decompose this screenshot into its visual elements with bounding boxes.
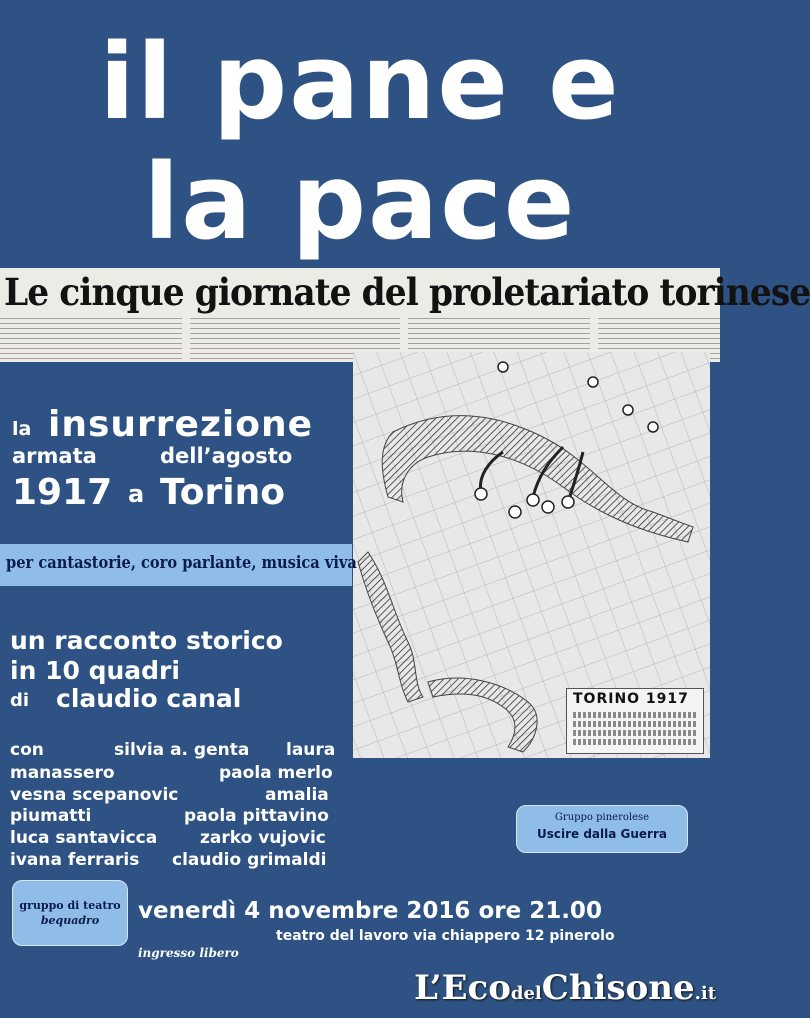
racconto-line-2: in 10 quadri: [10, 656, 180, 685]
newspaper-headline-strip: [0, 268, 810, 362]
cast-member: claudio grimaldi: [172, 850, 327, 870]
title-line-2: la pace: [143, 141, 577, 263]
logo-part: del: [510, 983, 542, 1004]
cast-member: zarko vujovic: [200, 828, 326, 848]
gruppo-pinerolese-badge: [516, 805, 688, 853]
logo-part: L’Eco: [414, 968, 511, 1008]
logo-part: Chisone: [541, 968, 695, 1008]
subtitle-insurrezione: insurrezione: [48, 404, 314, 445]
subtitle-agosto: dell’agosto: [160, 444, 293, 468]
legend-row: [573, 712, 697, 718]
event-datetime: venerdì 4 novembre 2016 ore 21.00: [138, 898, 602, 924]
racconto-line-1: un racconto storico: [10, 626, 283, 655]
gruppo-teatro-badge: [12, 880, 128, 946]
author-name: claudio canal: [56, 684, 242, 713]
subtitle-year: 1917: [12, 472, 113, 513]
performance-banner-text: per cantastorie, coro parlante, musica viva: [6, 553, 357, 573]
cast-member: luca santavicca: [10, 828, 158, 848]
cast-con: con: [10, 740, 44, 760]
cast-member: vesna scepanovic: [10, 785, 179, 805]
map-legend: [566, 688, 704, 754]
cast-member: piumatti: [10, 806, 92, 826]
performance-banner: [0, 544, 357, 586]
map-image: [353, 352, 710, 758]
cast-member: silvia a. genta: [114, 740, 250, 760]
subtitle-a: a: [128, 480, 145, 508]
admission-note: ingresso libero: [138, 946, 239, 960]
racconto-di: di: [10, 690, 30, 711]
cast-member: laura: [286, 740, 336, 760]
newspaper-headline: Le cinque giornate del proletariato torinese: [4, 270, 810, 314]
gruppo-teatro-name: bequadro: [40, 914, 100, 927]
cast-member: paola pittavino: [184, 806, 329, 826]
subtitle-city: Torino: [160, 472, 285, 513]
gruppo-pinerolese-name: Uscire dalla Guerra: [536, 827, 667, 841]
title-line-1: il pane e: [99, 21, 621, 143]
subtitle-la: la: [12, 418, 32, 440]
map-legend-title: TORINO 1917: [573, 691, 689, 707]
logo-part: .it: [694, 983, 717, 1004]
gruppo-teatro-label: gruppo di teatro: [19, 899, 121, 912]
legend-row: [573, 730, 697, 736]
legend-row: [573, 721, 697, 727]
column-gap: [182, 316, 190, 362]
cast-member: manassero: [10, 763, 115, 783]
gruppo-pinerolese-label: Gruppo pinerolese: [554, 812, 650, 823]
eco-del-chisone-logo: [414, 968, 717, 1012]
subtitle-armata: armata: [12, 444, 97, 468]
cast-member: ivana ferraris: [10, 850, 140, 870]
legend-row: [573, 739, 697, 745]
cast-member: amalia: [265, 785, 329, 805]
event-venue: teatro del lavoro via chiappero 12 pinerolo: [276, 928, 615, 944]
cast-member: paola merlo: [219, 763, 333, 783]
